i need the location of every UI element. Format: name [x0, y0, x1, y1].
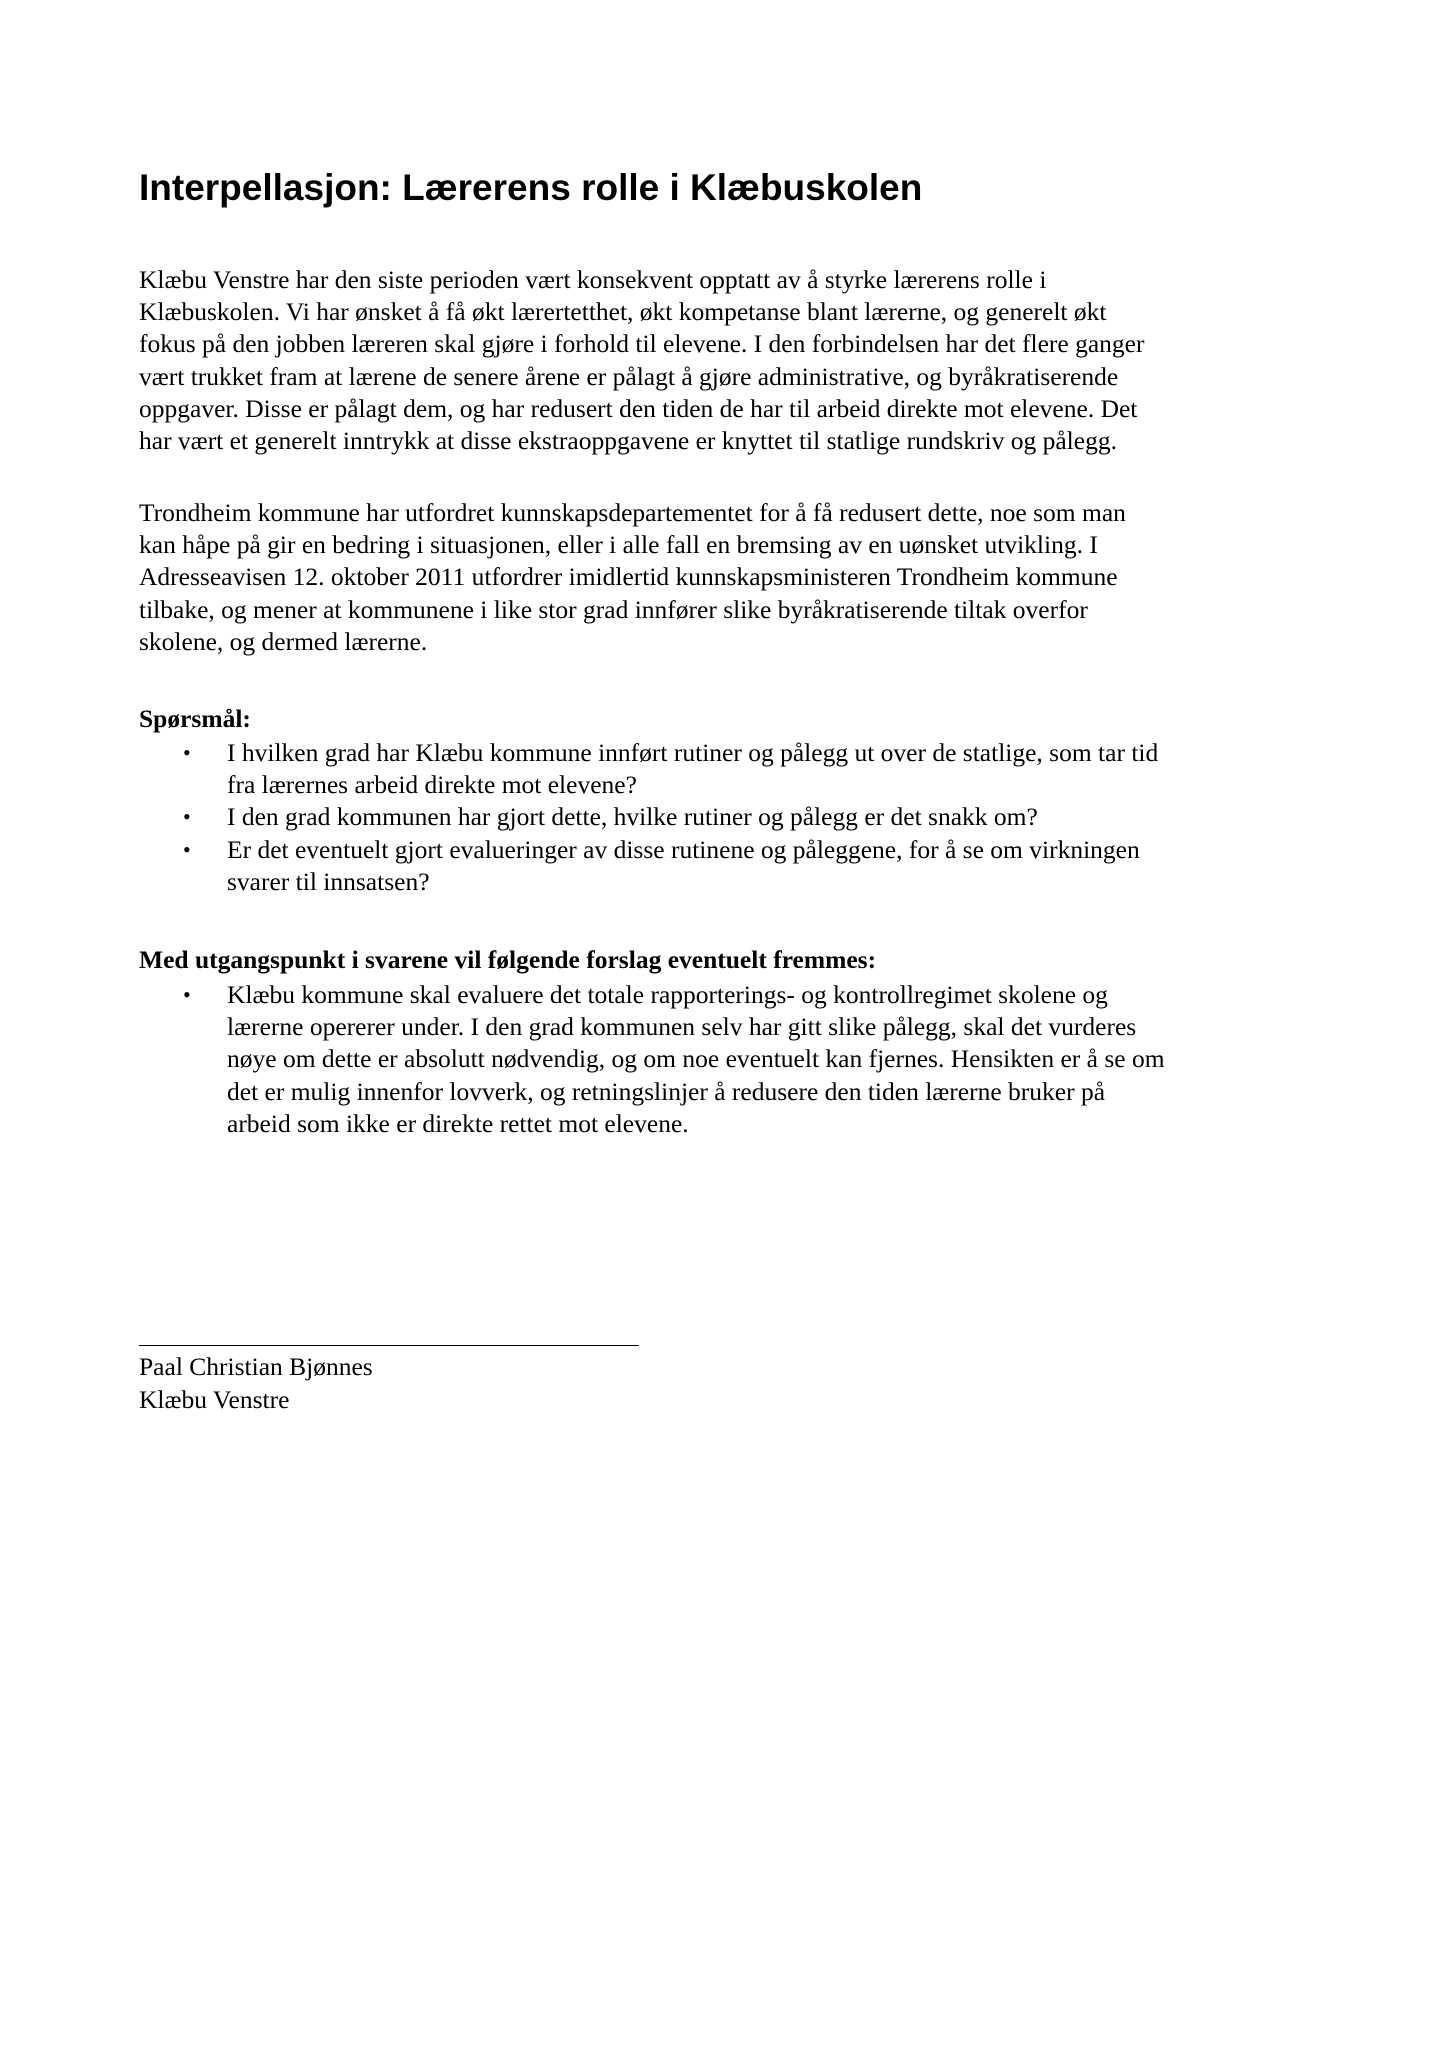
text-line: I hvilken grad har Klæbu kommune innført rutiner og pålegg ut over de statlige, som tar tid — [227, 738, 1159, 767]
text-line: skolene, og dermed lærerne. — [139, 626, 428, 656]
question-item — [139, 834, 1158, 898]
intro-paragraph — [139, 264, 1319, 457]
text-line: svarer til innsatsen? — [227, 866, 430, 896]
text-line: tilbake, og mener at kommunene i like stor grad innfører slike byråkratiserende tiltak overfor — [139, 594, 1088, 624]
text-line: fra lærernes arbeid direkte mot elevene? — [227, 770, 637, 800]
text-line: kan håpe på gir en bedring i situasjonen, eller i alle fall en bremsing av en uønsket utvikling. I — [139, 530, 1098, 560]
question-item — [139, 801, 1158, 833]
text-line: Trondheim kommune har utfordret kunnskapsdepartementet for å få redusert dette, noe som man — [139, 498, 1126, 527]
text-line: Klæbu kommune skal evaluere det totale rapporterings- og kontrollregimet skolene og — [227, 980, 1108, 1009]
proposal-heading: Med utgangspunkt i svarene vil følgende forslag eventuelt fremmes: — [139, 945, 877, 974]
questions-list — [139, 737, 1158, 898]
text-line: det er mulig innenfor lovverk, og retningslinjer å redusere den tiden lærerne bruker på — [227, 1076, 1106, 1106]
question-item — [139, 737, 1158, 801]
text-line: oppgaver. Disse er pålagt dem, og har redusert den tiden de har til arbeid direkte mot elevene. Det — [139, 393, 1138, 423]
text-line: Klæbu Venstre har den siste perioden vært konsekvent opptatt av å styrke lærerens rolle i — [139, 265, 1047, 294]
document-title: Interpellasjon: Lærerens rolle i Klæbuskolen — [139, 167, 923, 208]
signature-name: Paal Christian Bjønnes — [139, 1352, 373, 1381]
text-line: vært trukket fram at lærene de senere årene er pålagt å gjøre administrative, og byråkratiserende — [139, 361, 1119, 391]
context-paragraph — [139, 497, 1319, 658]
text-line: I den grad kommunen har gjort dette, hvilke rutiner og pålegg er det snakk om? — [227, 802, 1038, 832]
text-line: nøye om dette er absolutt nødvendig, og om noe eventuelt kan fjernes. Hensikten er å se om — [227, 1044, 1165, 1074]
bullet-icon: • — [183, 982, 191, 1007]
proposal-list — [139, 979, 1165, 1140]
bullet-icon: • — [183, 836, 191, 862]
signature-organization: Klæbu Venstre — [139, 1385, 290, 1414]
signature-line — [139, 1345, 639, 1346]
text-line: har vært et generelt inntrykk at disse ekstraoppgavene er knyttet til statlige rundskriv og pålegg. — [139, 426, 1117, 456]
text-line: Klæbuskolen. Vi har ønsket å få økt lærertetthet, økt kompetanse blant lærerne, og generelt økt — [139, 297, 1107, 327]
signature-block — [139, 1350, 373, 1416]
questions-heading: Spørsmål: — [139, 704, 251, 733]
text-line: Er det eventuelt gjort evalueringer av disse rutinene og påleggene, for å se om virkningen — [227, 834, 1140, 864]
text-line: Adresseavisen 12. oktober 2011 utfordrer imidlertid kunnskapsministeren Trondheim kommune — [139, 562, 1118, 592]
text-line: arbeid som ikke er direkte rettet mot elevene. — [227, 1108, 689, 1138]
proposal-item — [139, 979, 1165, 1140]
text-line: lærerne opererer under. I den grad kommunen selv har gitt slike pålegg, skal det vurderes — [227, 1012, 1137, 1042]
bullet-icon: • — [183, 804, 191, 830]
bullet-icon: • — [183, 740, 191, 765]
text-line: fokus på den jobben læreren skal gjøre i forhold til elevene. I den forbindelsen har det flere ganger — [139, 329, 1145, 359]
